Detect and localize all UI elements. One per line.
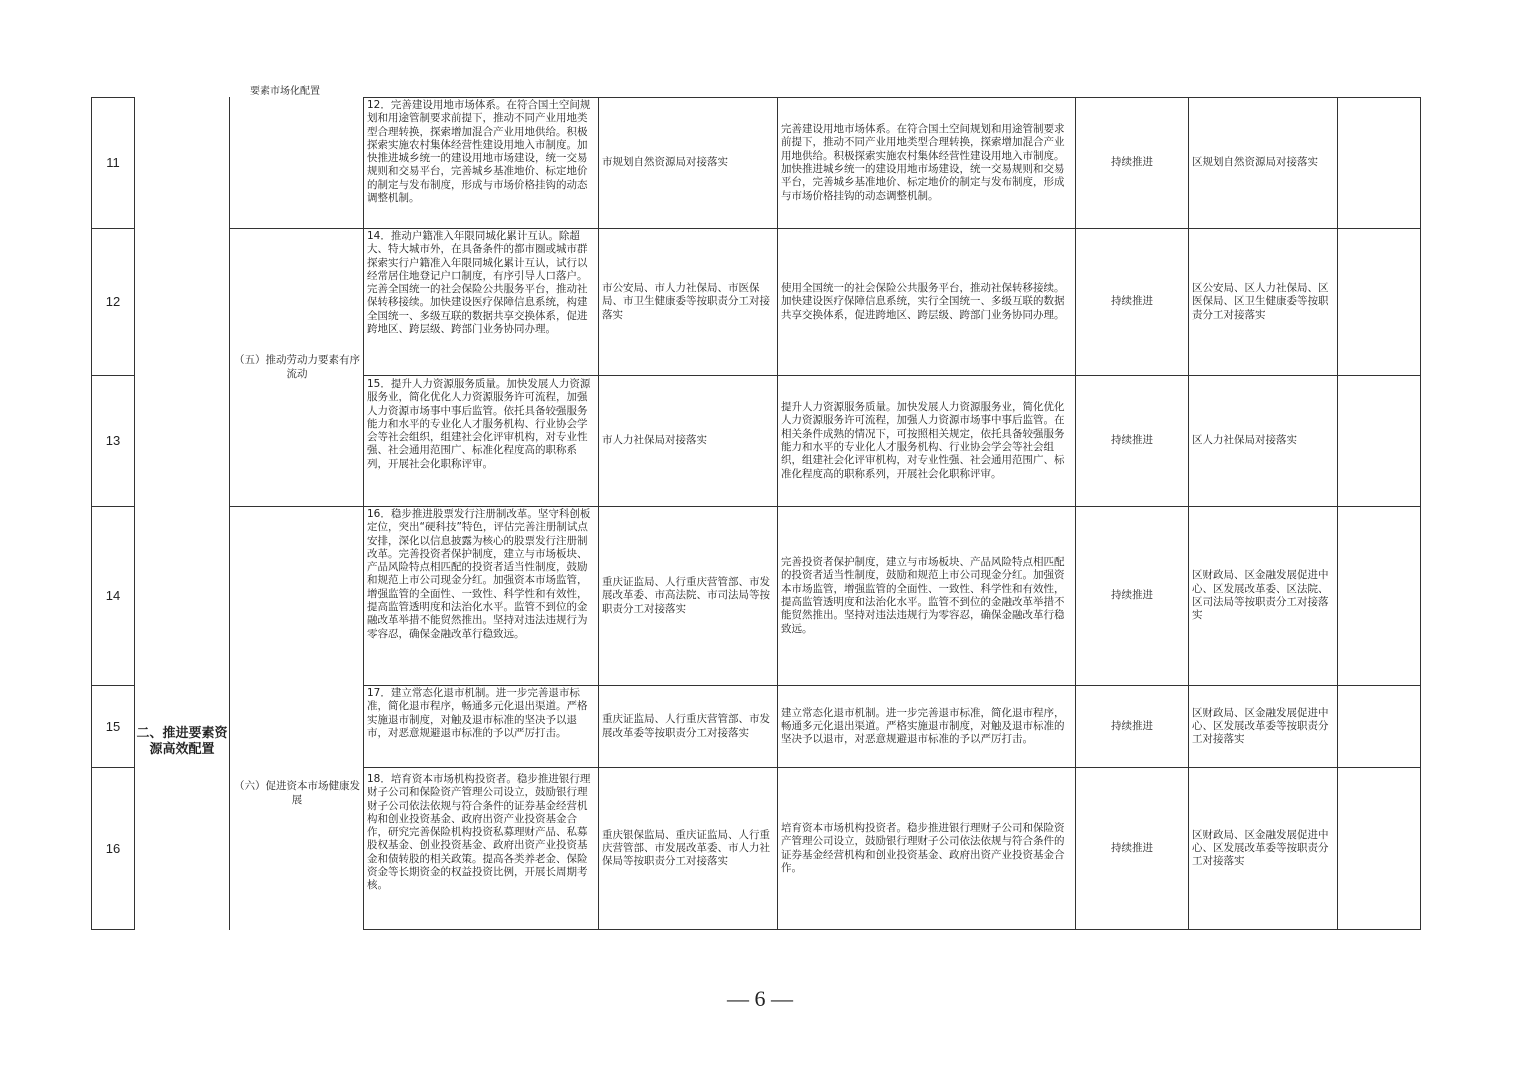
task-text: 16．稳步推进股票发行注册制改革。坚守科创板定位，突出“硬科技”特色，评估完善注册制试点安排，深化以信息披露为核心的股票发行注册制改革。完善投资者保护制度，建立与市场板块、产品风险特点相匹配的投资者适当性制度，鼓励和规范上市公司现金分红。加强资本市场监管，增强监管的全面性、一致性、科学性和有效性，提高监管透明度和法治化水平。监管不到位的金融改革举措不能贸然推出。坚持对违法违规行为零容忍，确保金融改革行稳致远。 xyxy=(367,508,591,640)
city-unit: 重庆证监局、人行重庆营管部、市发展改革委等按职责分工对接落实 xyxy=(602,713,770,739)
timeline: 持续推进 xyxy=(1111,156,1153,169)
district-unit: 区财政局、区金融发展促进中心、区发展改革委等按职责分工对接落实 xyxy=(1192,828,1329,868)
remark xyxy=(1338,229,1420,375)
subcategory-capital: （六）促进资本市场健康发展 xyxy=(234,780,360,806)
district-unit: 区人力社保局对接落实 xyxy=(1192,434,1297,447)
district-task: 提升人力资源服务质量。加快发展人力资源服务业，简化优化人力资源服务许可流程，加强人力资源市场事中事后监管。在相关条件成熟的情况下，可按照相关规定，依托具备较强服务能力和水平的专业化人才服务机构、行业协会学会等社会组织，组建社会化评审机构，对专业性强、社会通用范围广、标准化程度高的职称系列，开展社会化职称评审。 xyxy=(781,401,1065,480)
row-number: 12 xyxy=(105,294,121,310)
district-unit: 区财政局、区金融发展促进中心、区发展改革委等按职责分工对接落实 xyxy=(1192,706,1329,746)
city-unit: 重庆证监局、人行重庆营管部、市发展改革委、市高法院、市司法局等按职责分工对接落实 xyxy=(602,576,770,615)
district-unit: 区公安局、区人力社保局、区医保局、区卫生健康委等按职责分工对接落实 xyxy=(1192,282,1329,321)
district-unit: 区规划自然资源局对接落实 xyxy=(1192,156,1318,169)
row-number: 14 xyxy=(105,588,121,604)
remark xyxy=(1338,376,1420,506)
task-table xyxy=(91,97,1421,930)
timeline: 持续推进 xyxy=(1111,719,1153,732)
task-text: 17．建立常态化退市机制。进一步完善退市标准，简化退市程序，畅通多元化退出渠道。严格实施退市制度，对触及退市标准的坚决予以退市，对恶意规避退市标准的予以严厉打击。 xyxy=(367,687,588,739)
district-task: 培育资本市场机构投资者。稳步推进银行理财子公司和保险资产管理公司设立，鼓励银行理财子公司依法依规与符合条件的证券基金经营机构和创业投资基金、政府出资产业投资基金合作。 xyxy=(781,821,1065,874)
remark xyxy=(1338,768,1420,929)
subcategory-labor: （五）推动劳动力要素有序流动 xyxy=(234,354,360,380)
row-number: 16 xyxy=(105,840,121,856)
page-number: — 6 — xyxy=(727,986,793,1011)
task-text: 12．完善建设用地市场体系。在符合国土空间规划和用途管制要求前提下，推动不同产业用地类型合理转换，探索增加混合产业用地供给。积极探索实施农村集体经营性建设用地入市制度。加快推进城乡统一的建设用地市场建设，统一交易规则和交易平台，完善城乡基准地价、标定地价的制定与发布制度，形成与市场价格挂钩的动态调整机制。 xyxy=(367,99,591,205)
row-number: 13 xyxy=(105,433,121,449)
city-unit: 市规划自然资源局对接落实 xyxy=(602,156,728,169)
task-text: 15．提升人力资源服务质量。加快发展人力资源服务业，简化优化人力资源服务许可流程，加强人力资源市场事中事后监管。依托具备较强服务能力和水平的专业化人才服务机构、行业协会学会等社会组织，组建社会化评审机构，对专业性强、社会通用范围广、标准化程度高的职称系列，开展社会化职称评审。 xyxy=(367,378,591,470)
district-task: 完善建设用地市场体系。在符合国土空间规划和用途管制要求前提下，推动不同产业用地类型合理转换，探索增加混合产业用地供给。积极探索实施农村集体经营性建设用地入市制度。加快推进城乡统一的建设用地市场建设，统一交易规则和交易平台，完善城乡基准地价、标定地价的制定与发布制度，形成与市场价格挂钩的动态调整机制。 xyxy=(781,123,1065,202)
timeline: 持续推进 xyxy=(1111,589,1153,602)
remark xyxy=(1338,98,1420,228)
city-unit: 市公安局、市人力社保局、市医保局、市卫生健康委等按职责分工对接落实 xyxy=(602,282,770,321)
district-task: 使用全国统一的社会保险公共服务平台，推动社保转移接续。加快建设医疗保障信息系统，实行全国统一、多级互联的数据共享交换体系，促进跨地区、跨层级、跨部门业务协同办理。 xyxy=(781,282,1065,321)
remark xyxy=(1338,686,1420,767)
task-text: 14．推动户籍准入年限同城化累计互认。除超大、特大城市外，在具备条件的都市圈或城市群探索实行户籍准入年限同城化累计互认，试行以经常居住地登记户口制度，有序引导人口落户。完善全国统一的社会保险公共服务平台，推动社保转移接续。加快建设医疗保障信息系统，构建全国统一、多级互联的数据共享交换体系，促进跨地区、跨层级、跨部门业务协同办理。 xyxy=(367,230,588,336)
city-unit: 重庆银保监局、重庆证监局、人行重庆营管部、市发展改革委、市人力社保局等按职责分工对接落实 xyxy=(602,828,770,868)
city-unit: 市人力社保局对接落实 xyxy=(602,434,707,447)
district-unit: 区财政局、区金融发展促进中心、区发展改革委、区法院、区司法局等按职责分工对接落实 xyxy=(1192,569,1329,622)
remark xyxy=(1338,507,1420,685)
cutoff-header-text: 要素市场化配置 xyxy=(250,86,320,97)
row-number: 11 xyxy=(106,155,120,171)
task-text: 18．培育资本市场机构投资者。稳步推进银行理财子公司和保险资产管理公司设立，鼓励银行理财子公司依法依规与符合条件的证券基金经营机构和创业投资基金、政府出资产业投资基金合作，研究完善保险机构投资私募理财产品、私募股权基金、创业投资基金、政府出资产业投资基金和债转股的相关政策。提高各类养老金、保险资金等长期资金的权益投资比例，开展长周期考核。 xyxy=(367,773,591,892)
district-task: 完善投资者保护制度，建立与市场板块、产品风险特点相匹配的投资者适当性制度，鼓励和规范上市公司现金分红。加强资本市场监管，增强监管的全面性、一致性、科学性和有效性，提高监管透明度和法治化水平。监管不到位的金融改革举措不能贸然推出。坚持对违法违规行为零容忍，确保金融改革行稳致远。 xyxy=(781,556,1065,635)
row-number: 15 xyxy=(105,718,121,734)
timeline: 持续推进 xyxy=(1111,841,1153,854)
district-task: 建立常态化退市机制。进一步完善退市标准，简化退市程序，畅通多元化退出渠道。严格实施退市制度，对触及退市标准的坚决予以退市，对恶意规避退市标准的予以严厉打击。 xyxy=(781,706,1065,746)
timeline: 持续推进 xyxy=(1111,434,1153,447)
timeline: 持续推进 xyxy=(1111,295,1153,308)
category-cell: 二、推进要素资源高效配置 xyxy=(136,726,228,757)
